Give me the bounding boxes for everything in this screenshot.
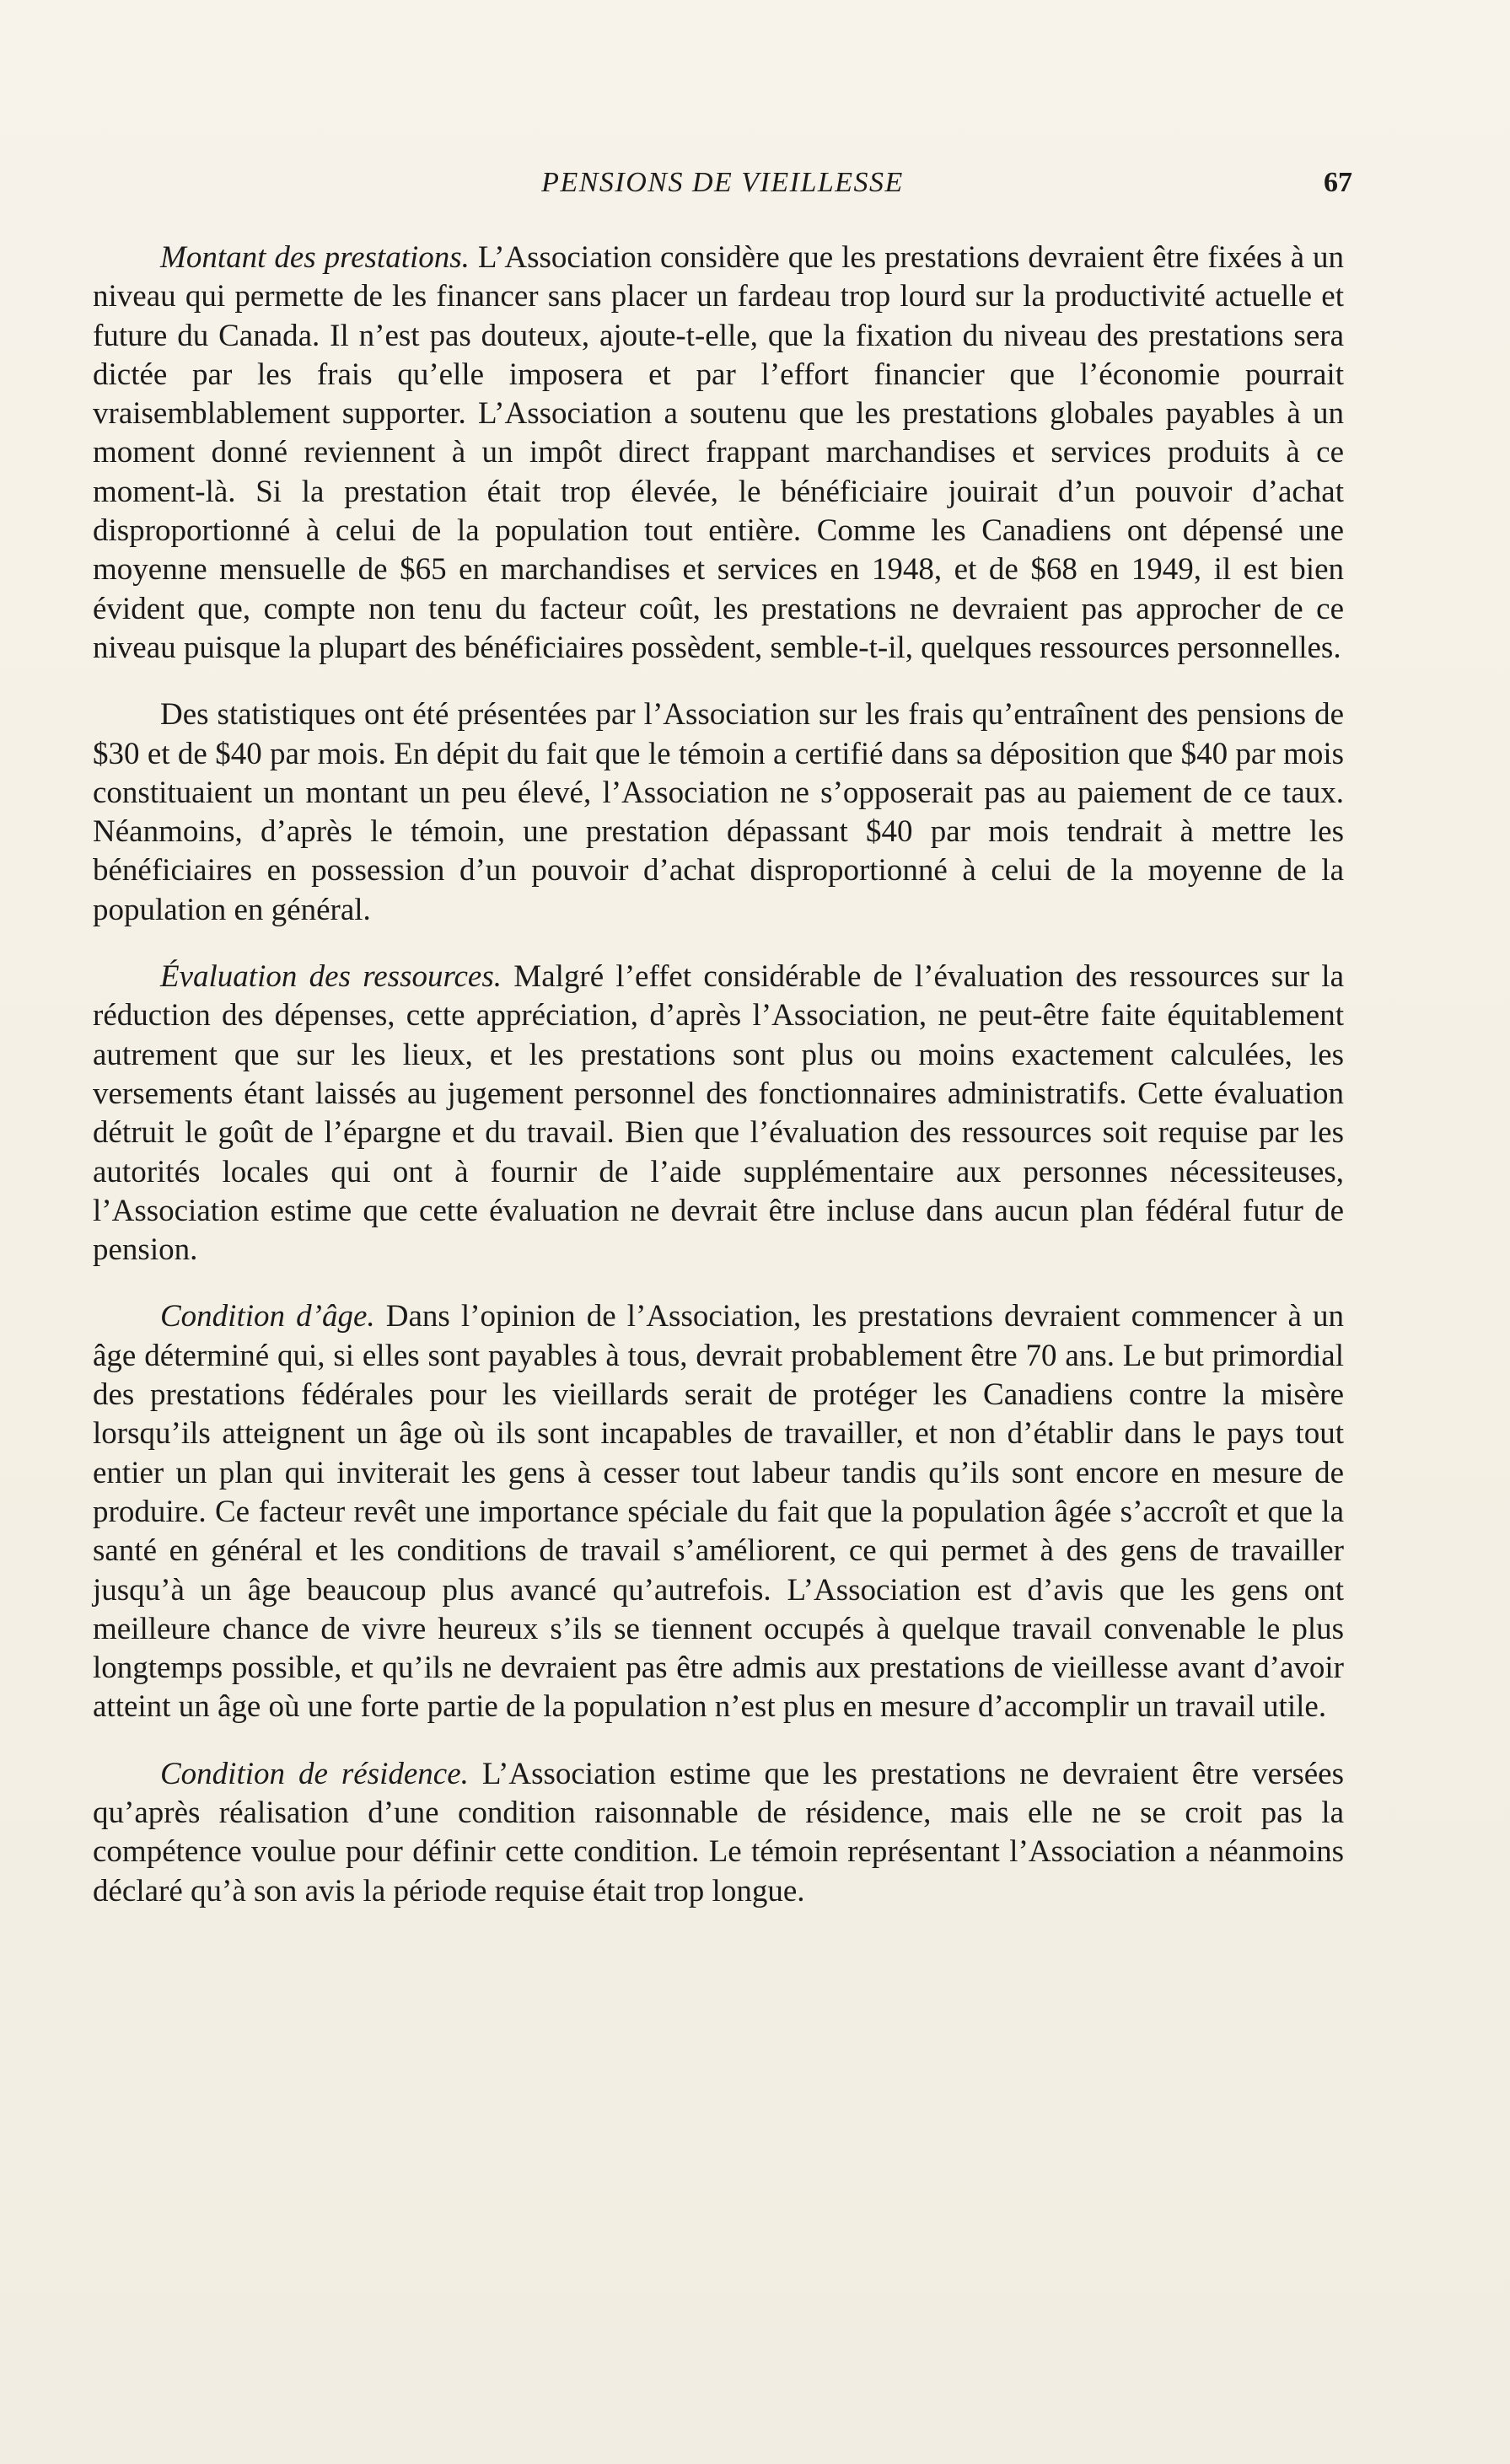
paragraph-text: Dans l’opinion de l’Association, les prestations devraient commencer à un âge déterminé qui, si elles sont payables à tous, devrait probablement être 70 ans. Le but primordial des prestations fédérales pour les vieillards serait de protéger les Canadiens contre la misère lorsqu’ils atteignent un âge où ils sont incapables de travailler, et non d’établir dans le pays tout entier un plan qui inviterait les gens à cesser tout labeur tandis qu’ils sont encore en mesure de produire. Ce facteur revêt une importance spéciale du fait que la population âgée s’accroît et que la santé en général et les conditions de travail s’améliorent, ce qui permet à des gens de travailler jusqu’à un âge beaucoup plus avancé qu’autrefois. L’Association est d’avis que les gens ont meilleure chance de vivre heureux s’ils se tiennent occupés à quelque travail convenable le plus longtemps possible, et qu’ils ne devraient pas être admis aux prestations de vieillesse avant d’avoir atteint un âge où une forte partie de la population n’est plus en mesure d’accomplir un travail utile. bbox=[93, 1299, 1345, 1725]
paragraph-text: Malgré l’effet considérable de l’évaluation des ressources sur la réduction des dépenses, cette appréciation, d’après l’Association, ne peut-être faite équitablement autrement que sur les lieux, et les prestations sont plus ou moins exactement calculées, les versements étant laissés au jugement personnel des fonctionnaires administratifs. Cette évaluation détruit le goût de l’épargne et du travail. Bien que l’évaluation des ressources soit requise par les autorités locales qui ont à fournir de l’aide supplémentaire aux personnes nécessiteuses, l’Association estime que cette évaluation ne devrait être incluse dans aucun plan fédéral futur de pension. bbox=[93, 959, 1345, 1268]
paragraph-lead: Condition de résidence. bbox=[160, 1756, 469, 1791]
paragraph-condition-d-age bbox=[93, 1297, 1344, 1726]
paragraph-text: Des statistiques ont été présentées par l’Association sur les frais qu’entraînent des pensions de $30 et de $40 par mois. En dépit du fait que le témoin a certifié dans sa déposition que $40 par mois constituaient un montant un peu élevé, l’Association ne s’opposerait pas au paiement de ce taux. Néanmoins, d’après le témoin, une prestation dépassant $40 par mois tendrait à mettre les bénéficiaires en possession d’un pouvoir d’achat disproportionné à celui de la moyenne de la population en général. bbox=[93, 697, 1344, 927]
body-text bbox=[93, 239, 1344, 1939]
paragraph-text: L’Association estime que les prestations ne devraient être versées qu’après réalisation d’une condition raisonnable de résidence, mais elle ne se croit pas la compétence voulue pour définir cette condition. Le témoin représentant l’Association a néanmoins déclaré qu’à son avis la période requise était trop longue. bbox=[93, 1756, 1344, 1908]
paragraph-text: L’Association considère que les prestations devraient être fixées à un niveau qui permette de les financer sans placer un fardeau trop lourd sur la productivité actuelle et future du Canada. Il n’est pas douteux, ajoute-t-elle, que la fixation du niveau des prestations sera dictée par les frais qu’elle imposera et par l’effort financier que l’économie pourrait vraisemblablement supporter. L’Association a soutenu que les prestations globales payables à un moment donné reviennent à un impôt direct frappant marchandises et services produits à ce moment-là. Si la prestation était trop élevée, le bénéficiaire jouirait d’un pouvoir d’achat disproportionné à celui de la population tout entière. Comme les Canadiens ont dépensé une moyenne mensuelle de $65 en marchandises et services en 1948, et de $68 en 1949, il est bien évident que, compte non tenu du facteur coût, les prestations ne devraient pas approcher de ce niveau puisque la plupart des bénéficiaires possèdent, semble-t-il, quelques ressources personnelles. bbox=[93, 240, 1345, 665]
paragraph-condition-de-residence bbox=[93, 1755, 1344, 1911]
paragraph-montant-des-prestations bbox=[93, 239, 1344, 668]
paragraph-lead: Évaluation des ressources. bbox=[160, 959, 502, 995]
running-head bbox=[93, 167, 1352, 209]
page-number: 67 bbox=[1324, 167, 1352, 198]
paragraph-evaluation-des-ressources bbox=[93, 958, 1344, 1270]
paragraph-statistiques bbox=[93, 695, 1344, 930]
paragraph-lead: Montant des prestations. bbox=[160, 240, 470, 275]
paragraph-lead: Condition d’âge. bbox=[160, 1299, 375, 1334]
running-title: PENSIONS DE VIEILLESSE bbox=[541, 167, 904, 198]
